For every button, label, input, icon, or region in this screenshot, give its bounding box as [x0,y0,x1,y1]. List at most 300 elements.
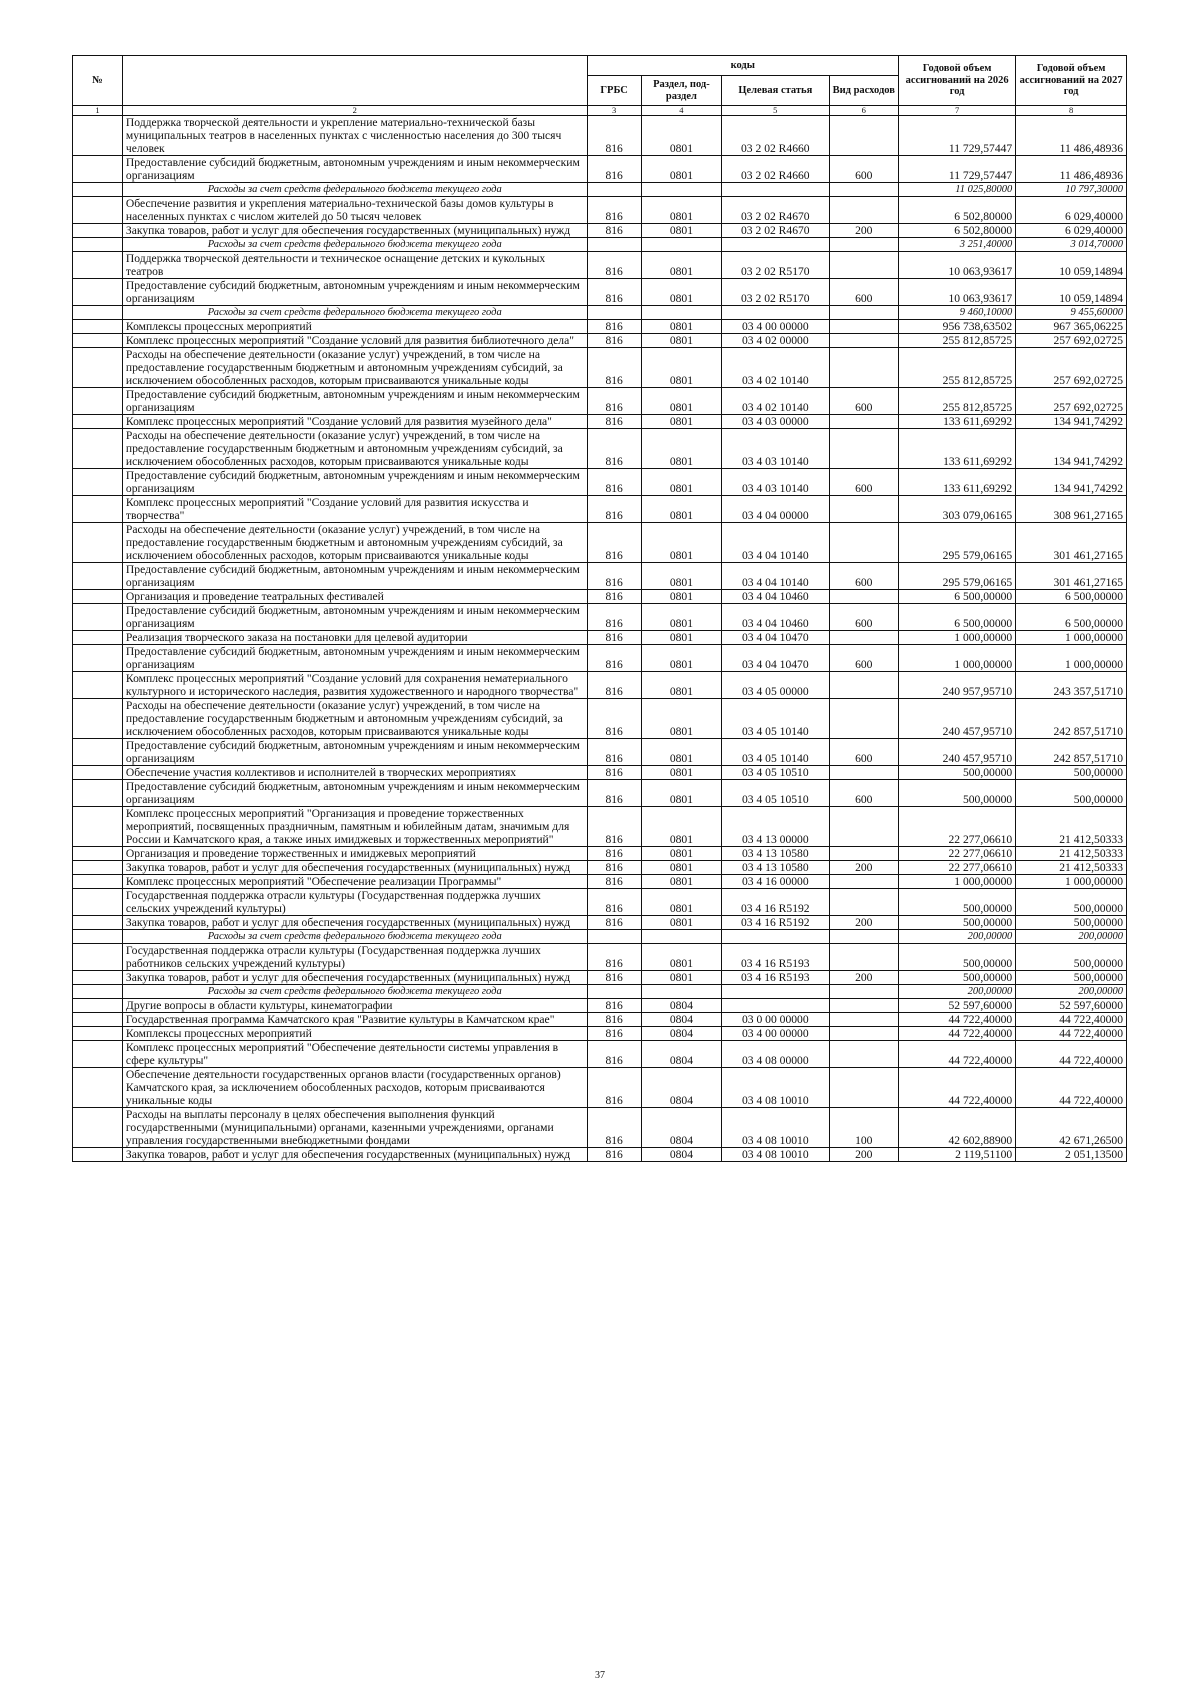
amount-2026-cell: 6 502,80000 [899,224,1016,238]
amount-2026-cell: 44 722,40000 [899,1013,1016,1027]
name-cell: Закупка товаров, работ и услуг для обеспечения государственных (муниципальных) нужд [122,224,587,238]
section-cell: 0801 [641,496,721,523]
num-cell [73,1068,123,1108]
name-cell: Комплекс процессных мероприятий "Создание условий для развития искусства и творчества" [122,496,587,523]
grbs-cell: 816 [587,334,641,348]
amount-2026-cell: 956 738,63502 [899,320,1016,334]
section-cell [641,930,721,944]
amount-2027-cell: 10 797,30000 [1016,183,1127,197]
kind-cell [829,1041,898,1068]
grbs-cell: 816 [587,563,641,590]
num-cell [73,999,123,1013]
kind-cell [829,930,898,944]
amount-2027-cell: 1 000,00000 [1016,631,1127,645]
target-cell: 03 4 08 10010 [722,1148,829,1162]
table-row-note [73,930,1127,944]
name-cell: Государственная поддержка отрасли культуры (Государственная поддержка лучших работников сельских учреждений культуры) [122,944,587,971]
target-cell: 03 4 04 10140 [722,523,829,563]
kind-cell [829,1027,898,1041]
grbs-cell: 816 [587,807,641,847]
grbs-cell: 816 [587,429,641,469]
grbs-cell: 816 [587,889,641,916]
target-cell: 03 4 04 10460 [722,590,829,604]
grbs-cell: 816 [587,415,641,429]
colnum: 6 [829,106,898,116]
name-cell: Предоставление субсидий бюджетным, автономным учреждениям и иным некоммерческим организациям [122,156,587,183]
name-cell: Расходы за счет средств федерального бюджета текущего года [122,183,587,197]
kind-cell [829,699,898,739]
section-cell: 0804 [641,1027,721,1041]
grbs-cell: 816 [587,739,641,766]
section-cell: 0801 [641,739,721,766]
num-cell [73,780,123,807]
name-cell: Предоставление субсидий бюджетным, автономным учреждениям и иным некоммерческим организациям [122,563,587,590]
amount-2026-cell: 500,00000 [899,780,1016,807]
amount-2026-cell: 133 611,69292 [899,429,1016,469]
section-cell: 0801 [641,320,721,334]
target-cell: 03 4 02 10140 [722,388,829,415]
name-cell: Расходы за счет средств федерального бюджета текущего года [122,985,587,999]
header-2026: Годовой объем ассигнований на 2026 год [899,56,1016,106]
name-cell: Комплексы процессных мероприятий [122,320,587,334]
kind-cell: 600 [829,645,898,672]
header-kind: Вид расходов [829,76,898,106]
target-cell: 03 4 03 10140 [722,429,829,469]
name-cell: Обеспечение развития и укрепления материально-технической базы домов культуры в населенных пунктах с числом жителей до 50 тысяч человек [122,197,587,224]
name-cell: Другие вопросы в области культуры, кинематографии [122,999,587,1013]
colnum: 5 [722,106,829,116]
table-row [73,563,1127,590]
grbs-cell: 816 [587,388,641,415]
section-cell [641,238,721,252]
num-cell [73,306,123,320]
grbs-cell: 816 [587,631,641,645]
amount-2027-cell: 134 941,74292 [1016,429,1127,469]
target-cell: 03 4 04 00000 [722,496,829,523]
table-row-note [73,183,1127,197]
target-cell: 03 2 02 R4670 [722,197,829,224]
grbs-cell: 816 [587,590,641,604]
target-cell [722,183,829,197]
kind-cell [829,429,898,469]
grbs-cell: 816 [587,766,641,780]
section-cell: 0801 [641,590,721,604]
amount-2027-cell: 1 000,00000 [1016,645,1127,672]
target-cell: 03 2 02 R4660 [722,116,829,156]
target-cell: 03 4 04 10470 [722,631,829,645]
section-cell: 0801 [641,197,721,224]
target-cell: 03 4 13 10580 [722,861,829,875]
name-cell: Комплекс процессных мероприятий "Обеспечение реализации Программы" [122,875,587,889]
amount-2027-cell: 21 412,50333 [1016,807,1127,847]
amount-2026-cell: 6 502,80000 [899,197,1016,224]
table-row [73,699,1127,739]
num-cell [73,348,123,388]
target-cell [722,999,829,1013]
amount-2027-cell: 3 014,70000 [1016,238,1127,252]
amount-2026-cell: 22 277,06610 [899,807,1016,847]
section-cell: 0804 [641,1148,721,1162]
num-cell [73,930,123,944]
amount-2027-cell: 11 486,48936 [1016,156,1127,183]
table-row [73,1041,1127,1068]
target-cell: 03 4 08 10010 [722,1108,829,1148]
name-cell: Предоставление субсидий бюджетным, автономным учреждениям и иным некоммерческим организациям [122,469,587,496]
grbs-cell: 816 [587,156,641,183]
section-cell: 0801 [641,766,721,780]
amount-2027-cell: 9 455,60000 [1016,306,1127,320]
table-row [73,672,1127,699]
section-cell: 0801 [641,388,721,415]
amount-2027-cell: 6 029,40000 [1016,197,1127,224]
table-row [73,590,1127,604]
num-cell [73,334,123,348]
kind-cell: 200 [829,224,898,238]
amount-2026-cell: 11 729,57447 [899,156,1016,183]
amount-2027-cell: 44 722,40000 [1016,1068,1127,1108]
num-cell [73,1013,123,1027]
section-cell: 0801 [641,889,721,916]
amount-2026-cell: 255 812,85725 [899,334,1016,348]
amount-2026-cell: 6 500,00000 [899,604,1016,631]
num-cell [73,1027,123,1041]
num-cell [73,861,123,875]
amount-2026-cell: 200,00000 [899,930,1016,944]
grbs-cell: 816 [587,1041,641,1068]
num-cell [73,847,123,861]
kind-cell [829,672,898,699]
num-cell [73,116,123,156]
num-cell [73,496,123,523]
amount-2027-cell: 500,00000 [1016,889,1127,916]
num-cell [73,672,123,699]
header-2027: Годовой объем ассигнований на 2027 год [1016,56,1127,106]
header-section: Раздел, под-раздел [641,76,721,106]
target-cell: 03 4 00 00000 [722,1027,829,1041]
num-cell [73,590,123,604]
table-row [73,861,1127,875]
kind-cell [829,590,898,604]
target-cell: 03 0 00 00000 [722,1013,829,1027]
amount-2026-cell: 52 597,60000 [899,999,1016,1013]
table-row [73,156,1127,183]
table-row [73,645,1127,672]
amount-2027-cell: 6 500,00000 [1016,604,1127,631]
num-cell [73,1041,123,1068]
amount-2026-cell: 10 063,93617 [899,252,1016,279]
num-cell [73,252,123,279]
table-row [73,279,1127,306]
target-cell: 03 4 08 00000 [722,1041,829,1068]
name-cell: Предоставление субсидий бюджетным, автономным учреждениям и иным некоммерческим организациям [122,780,587,807]
table-row [73,780,1127,807]
grbs-cell: 816 [587,224,641,238]
amount-2027-cell: 44 722,40000 [1016,1041,1127,1068]
kind-cell: 600 [829,279,898,306]
amount-2026-cell: 44 722,40000 [899,1041,1016,1068]
name-cell: Расходы за счет средств федерального бюджета текущего года [122,238,587,252]
table-row [73,348,1127,388]
kind-cell [829,415,898,429]
section-cell: 0801 [641,944,721,971]
num-cell [73,183,123,197]
target-cell: 03 4 00 00000 [722,320,829,334]
target-cell: 03 2 02 R5170 [722,279,829,306]
table-row [73,320,1127,334]
grbs-cell: 816 [587,944,641,971]
grbs-cell: 816 [587,1148,641,1162]
grbs-cell: 816 [587,1108,641,1148]
table-row [73,429,1127,469]
grbs-cell: 816 [587,604,641,631]
name-cell: Расходы за счет средств федерального бюджета текущего года [122,306,587,320]
grbs-cell: 816 [587,523,641,563]
kind-cell [829,999,898,1013]
amount-2027-cell: 6 029,40000 [1016,224,1127,238]
grbs-cell: 816 [587,875,641,889]
num-cell [73,523,123,563]
target-cell: 03 4 03 00000 [722,415,829,429]
amount-2027-cell: 500,00000 [1016,916,1127,930]
section-cell: 0804 [641,1041,721,1068]
target-cell: 03 4 05 10510 [722,766,829,780]
name-cell: Закупка товаров, работ и услуг для обеспечения государственных (муниципальных) нужд [122,1148,587,1162]
section-cell: 0801 [641,348,721,388]
target-cell: 03 4 16 R5193 [722,971,829,985]
grbs-cell: 816 [587,320,641,334]
amount-2026-cell: 1 000,00000 [899,875,1016,889]
amount-2027-cell: 11 486,48936 [1016,116,1127,156]
num-cell [73,971,123,985]
target-cell: 03 4 05 10140 [722,739,829,766]
kind-cell [829,847,898,861]
grbs-cell: 816 [587,348,641,388]
num-cell [73,739,123,766]
target-cell: 03 4 03 10140 [722,469,829,496]
kind-cell [829,496,898,523]
target-cell: 03 2 02 R4660 [722,156,829,183]
amount-2027-cell: 243 357,51710 [1016,672,1127,699]
header-name [122,56,587,106]
name-cell: Поддержка творческой деятельности и укрепление материально-технической базы муниципальных театров в населенных пунктах с численностью населения до 300 тысяч человек [122,116,587,156]
table-row [73,197,1127,224]
kind-cell [829,238,898,252]
table-row [73,739,1127,766]
table-row [73,766,1127,780]
kind-cell [829,116,898,156]
section-cell [641,183,721,197]
section-cell: 0801 [641,807,721,847]
grbs-cell: 816 [587,999,641,1013]
amount-2026-cell: 11 729,57447 [899,116,1016,156]
kind-cell: 600 [829,604,898,631]
kind-cell: 600 [829,739,898,766]
kind-cell [829,320,898,334]
num-cell [73,1148,123,1162]
header-grbs: ГРБС [587,76,641,106]
name-cell: Предоставление субсидий бюджетным, автономным учреждениям и иным некоммерческим организациям [122,388,587,415]
num-cell [73,604,123,631]
kind-cell [829,523,898,563]
amount-2027-cell: 301 461,27165 [1016,563,1127,590]
amount-2026-cell: 42 602,88900 [899,1108,1016,1148]
amount-2026-cell: 6 500,00000 [899,590,1016,604]
section-cell: 0801 [641,916,721,930]
amount-2026-cell: 2 119,51100 [899,1148,1016,1162]
name-cell: Предоставление субсидий бюджетным, автономным учреждениям и иным некоммерческим организациям [122,739,587,766]
num-cell [73,1108,123,1148]
amount-2026-cell: 200,00000 [899,985,1016,999]
grbs-cell: 816 [587,116,641,156]
table-row [73,1027,1127,1041]
num-cell [73,985,123,999]
amount-2027-cell: 52 597,60000 [1016,999,1127,1013]
name-cell: Предоставление субсидий бюджетным, автономным учреждениям и иным некоммерческим организациям [122,604,587,631]
amount-2027-cell: 257 692,02725 [1016,348,1127,388]
table-row [73,875,1127,889]
section-cell: 0801 [641,563,721,590]
table-row-note [73,306,1127,320]
section-cell: 0801 [641,672,721,699]
section-cell: 0804 [641,1108,721,1148]
kind-cell: 200 [829,916,898,930]
num-cell [73,563,123,590]
section-cell [641,306,721,320]
section-cell: 0804 [641,1068,721,1108]
target-cell [722,930,829,944]
amount-2027-cell: 257 692,02725 [1016,334,1127,348]
target-cell: 03 4 13 00000 [722,807,829,847]
amount-2026-cell: 255 812,85725 [899,348,1016,388]
kind-cell: 600 [829,156,898,183]
section-cell: 0801 [641,604,721,631]
amount-2026-cell: 295 579,06165 [899,563,1016,590]
num-cell [73,807,123,847]
section-cell: 0801 [641,156,721,183]
name-cell: Предоставление субсидий бюджетным, автономным учреждениям и иным некоммерческим организациям [122,279,587,306]
section-cell: 0801 [641,279,721,306]
kind-cell [829,944,898,971]
section-cell: 0801 [641,780,721,807]
amount-2026-cell: 500,00000 [899,889,1016,916]
table-row [73,1108,1127,1148]
name-cell: Комплекс процессных мероприятий "Создание условий для сохранения нематериального культурного и исторического наследия, развития художественного и народного творчества" [122,672,587,699]
name-cell: Расходы на обеспечение деятельности (оказание услуг) учреждений, в том числе на предоставление государственным бюджетным и автономным учреждениям субсидий, за исключением обособленных расходов, которым присваиваются уникальные коды [122,523,587,563]
target-cell: 03 4 05 10140 [722,699,829,739]
name-cell: Организация и проведение торжественных и имиджевых мероприятий [122,847,587,861]
table-row [73,1148,1127,1162]
amount-2027-cell: 308 961,27165 [1016,496,1127,523]
table-row-note [73,238,1127,252]
grbs-cell: 816 [587,1068,641,1108]
table-row [73,1013,1127,1027]
kind-cell [829,183,898,197]
amount-2027-cell: 500,00000 [1016,944,1127,971]
kind-cell [829,197,898,224]
grbs-cell: 816 [587,672,641,699]
num-cell [73,224,123,238]
amount-2027-cell: 21 412,50333 [1016,861,1127,875]
table-row [73,847,1127,861]
num-cell [73,415,123,429]
section-cell: 0801 [641,334,721,348]
section-cell: 0801 [641,847,721,861]
amount-2027-cell: 44 722,40000 [1016,1027,1127,1041]
num-cell [73,916,123,930]
section-cell [641,985,721,999]
header-codes: коды [587,56,899,76]
table-row [73,388,1127,415]
num-cell [73,388,123,415]
amount-2027-cell: 200,00000 [1016,985,1127,999]
name-cell: Государственная поддержка отрасли культуры (Государственная поддержка лучших сельских учреждений культуры) [122,889,587,916]
table-row [73,1068,1127,1108]
amount-2026-cell: 133 611,69292 [899,415,1016,429]
target-cell: 03 4 05 10510 [722,780,829,807]
section-cell: 0801 [641,429,721,469]
target-cell: 03 4 16 R5192 [722,916,829,930]
target-cell: 03 4 08 10010 [722,1068,829,1108]
amount-2027-cell: 200,00000 [1016,930,1127,944]
num-cell [73,156,123,183]
amount-2027-cell: 2 051,13500 [1016,1148,1127,1162]
grbs-cell: 816 [587,496,641,523]
grbs-cell: 816 [587,780,641,807]
amount-2027-cell: 242 857,51710 [1016,699,1127,739]
num-cell [73,645,123,672]
table-row [73,116,1127,156]
kind-cell: 200 [829,861,898,875]
table-row [73,334,1127,348]
kind-cell: 200 [829,1148,898,1162]
table-row [73,916,1127,930]
kind-cell [829,985,898,999]
kind-cell [829,889,898,916]
target-cell: 03 4 13 10580 [722,847,829,861]
grbs-cell: 816 [587,847,641,861]
table-row [73,807,1127,847]
amount-2027-cell: 21 412,50333 [1016,847,1127,861]
grbs-cell: 816 [587,1027,641,1041]
amount-2026-cell: 22 277,06610 [899,847,1016,861]
grbs-cell: 816 [587,279,641,306]
table-row [73,944,1127,971]
colnum: 3 [587,106,641,116]
target-cell: 03 4 16 R5192 [722,889,829,916]
kind-cell [829,631,898,645]
grbs-cell: 816 [587,197,641,224]
amount-2027-cell: 6 500,00000 [1016,590,1127,604]
kind-cell [829,306,898,320]
amount-2027-cell: 10 059,14894 [1016,279,1127,306]
kind-cell [829,252,898,279]
kind-cell: 600 [829,563,898,590]
name-cell: Обеспечение деятельности государственных органов власти (государственных органов) Камчатского края, за исключением обособленных расходов, которым присваиваются уникальные коды [122,1068,587,1108]
amount-2027-cell: 242 857,51710 [1016,739,1127,766]
target-cell: 03 4 04 10470 [722,645,829,672]
amount-2026-cell: 303 079,06165 [899,496,1016,523]
amount-2027-cell: 10 059,14894 [1016,252,1127,279]
amount-2026-cell: 10 063,93617 [899,279,1016,306]
num-cell [73,631,123,645]
header-num: № [73,56,123,106]
header-target: Целевая статья [722,76,829,106]
table-row [73,999,1127,1013]
target-cell: 03 4 05 00000 [722,672,829,699]
section-cell: 0801 [641,116,721,156]
section-cell: 0801 [641,971,721,985]
amount-2026-cell: 500,00000 [899,916,1016,930]
